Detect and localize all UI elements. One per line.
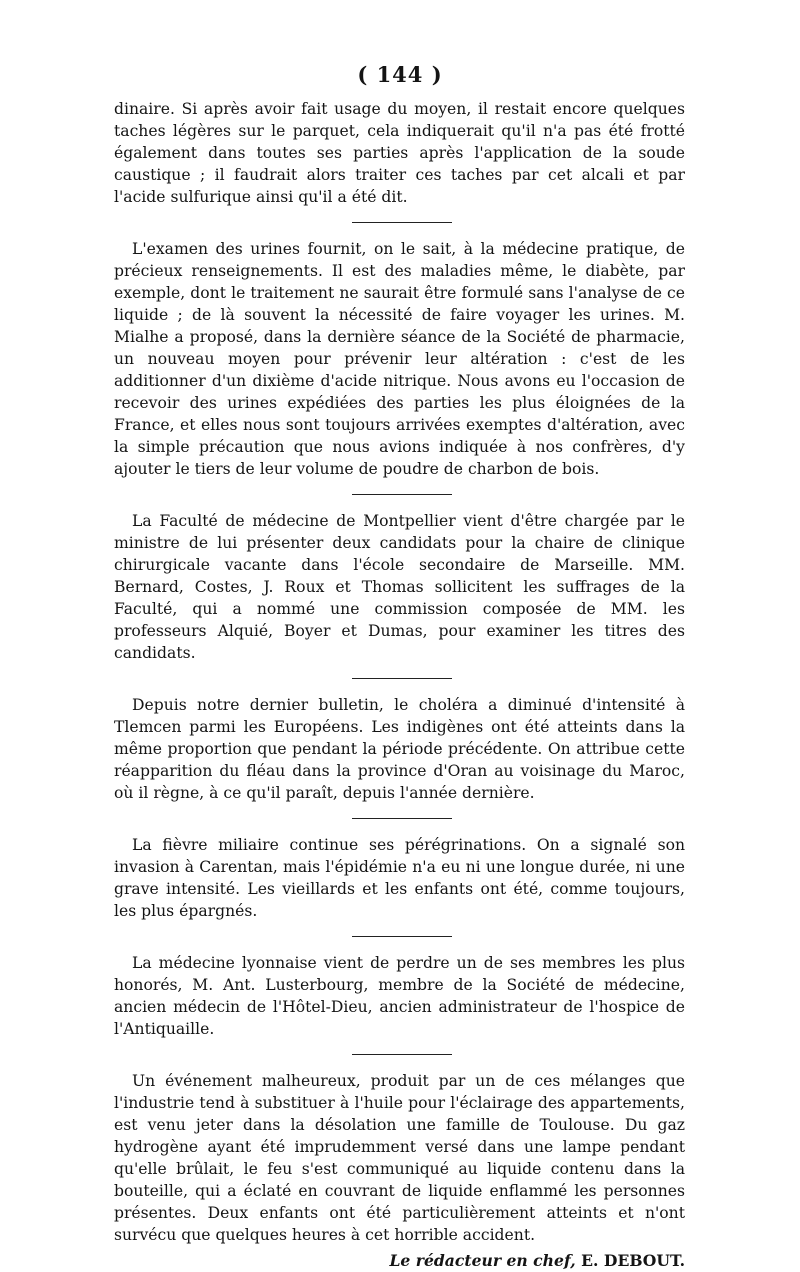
separator-rule bbox=[352, 818, 452, 819]
paragraph-lyonnaise: La médecine lyonnaise vient de perdre un de ses membres les plus honorés, M. Ant. Lusterbourg, membre de la Société de médecine, ancien médecin de l'Hôtel-Dieu, ancien administrateur de l'hospice de l'Antiquaille. bbox=[114, 954, 685, 1038]
separator-rule bbox=[352, 494, 452, 495]
paragraph-continuation: dinaire. Si après avoir fait usage du moyen, il restait encore quelques taches légères sur le parquet, cela indiquerait qu'il n'a pas été frotté également dans toutes ses parties après l'application de la soude caustique ; il faudrait alors traiter ces taches par cet alcali et par l'acide sulfurique ainsi qu'il a été dit. bbox=[114, 100, 685, 206]
signature-role: Le rédacteur en chef, bbox=[389, 1251, 576, 1270]
separator-rule bbox=[352, 222, 452, 223]
paragraph-fievre-miliaire: La fièvre miliaire continue ses pérégrinations. On a signalé son invasion à Carentan, mais l'épidémie n'a eu ni une longue durée, ni une grave intensité. Les vieillards et les enfants ont été, comme toujours, les plus épargnés. bbox=[114, 836, 685, 920]
page-number: ( 144 ) bbox=[357, 62, 443, 87]
article-body bbox=[114, 98, 685, 1272]
paragraph-urines: L'examen des urines fournit, on le sait, à la médecine pratique, de précieux renseignements. Il est des maladies même, le diabète, par exemple, dont le traitement ne saurait être formulé sans l'analyse de ce liquide ; de là souvent la nécessité de faire voyager les urines. M. Mialhe a proposé, dans la dernière séance de la Société de pharmacie, un nouveau moyen pour prévenir leur altération : c'est de les additionner d'un dixième d'acide nitrique. Nous avons eu l'occasion de recevoir des urines expédiées des parties les plus éloignées de la France, et elles nous sont toujours arrivées exemptes d'altération, avec la simple précaution que nous avions indiquée à nos confrères, d'y ajouter le tiers de leur volume de poudre de charbon de bois. bbox=[114, 240, 685, 478]
separator-wrap bbox=[114, 208, 685, 238]
paragraph-montpellier: La Faculté de médecine de Montpellier vient d'être chargée par le ministre de lui présenter deux candidats pour la chaire de clinique chirurgicale vacante dans l'école secondaire de Marseille. MM. Bernard, Costes, J. Roux et Thomas sollicitent les suffrages de la Faculté, qui a nommé une commission composée de MM. les professeurs Alquié, Boyer et Dumas, pour examiner les titres des candidats. bbox=[114, 512, 685, 662]
separator-wrap bbox=[114, 664, 685, 694]
separator-wrap bbox=[114, 804, 685, 834]
separator-wrap bbox=[114, 922, 685, 952]
separator-wrap bbox=[114, 1040, 685, 1070]
signature-name: E. DEBOUT. bbox=[581, 1251, 685, 1270]
separator-wrap bbox=[114, 480, 685, 510]
editor-signature bbox=[114, 1250, 685, 1272]
separator-rule bbox=[352, 678, 452, 679]
separator-rule bbox=[352, 936, 452, 937]
paragraph-cholera: Depuis notre dernier bulletin, le choléra a diminué d'intensité à Tlemcen parmi les Européens. Les indigènes ont été atteints dans la même proportion que pendant la période précédente. On attribue cette réapparition du fléau dans la province d'Oran au voisinage du Maroc, où il règne, à ce qu'il paraît, depuis l'année dernière. bbox=[114, 696, 685, 802]
paragraph-toulouse: Un événement malheureux, produit par un de ces mélanges que l'industrie tend à substituer à l'huile pour l'éclairage des appartements, est venu jeter dans la désolation une famille de Toulouse. Du gaz hydrogène ayant été imprudemment versé dans une lampe pendant qu'elle brûlait, le feu s'est communiqué au liquide contenu dans la bouteille, qui a éclaté en couvrant de liquide enflammé les personnes présentes. Deux enfants ont été particulièrement atteints et n'ont survécu que quelques heures à cet horrible accident. bbox=[114, 1072, 685, 1244]
separator-rule bbox=[352, 1054, 452, 1055]
